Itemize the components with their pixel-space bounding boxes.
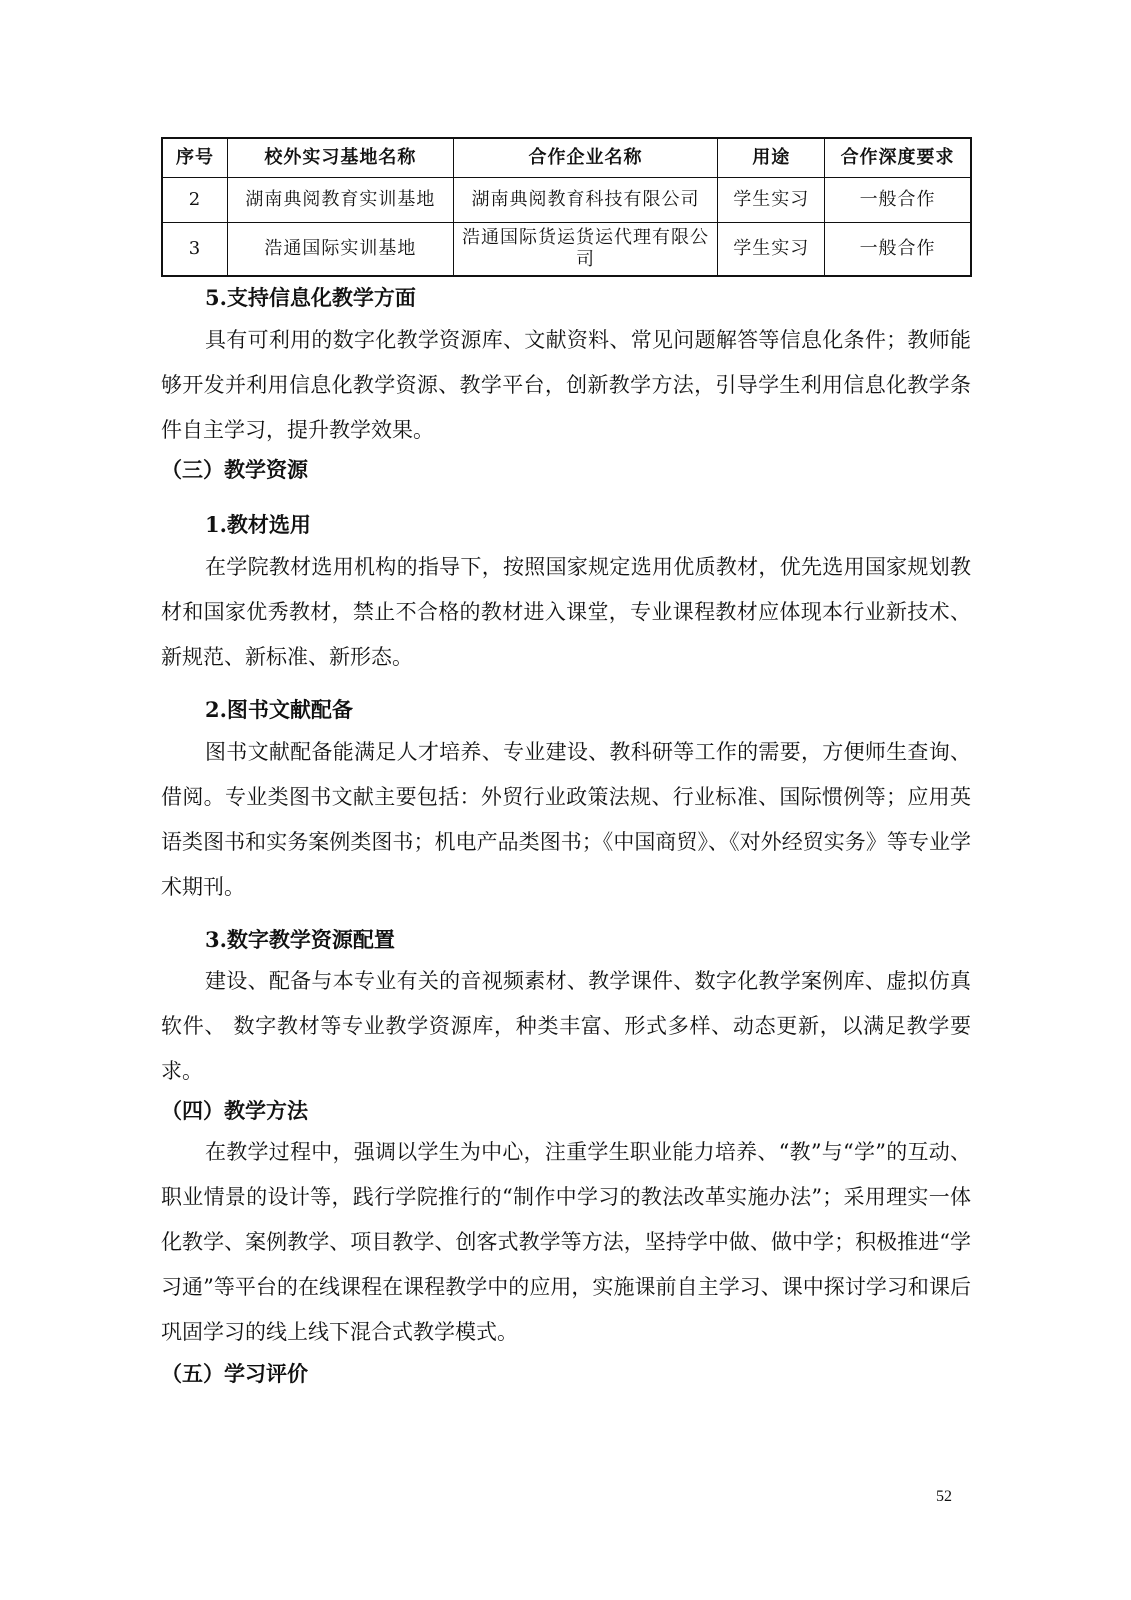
teaching-methods-paragraph: 在教学过程中，强调以学生为中心，注重学生职业能力培养、“教”与“学”的互动、职业情景的设计等，践行学院推行的“制作中学习的教法改革实施办法”；采用理实一体化教学、案例教学、项目教学、创客式教学等方法，坚持学中做、做中学；积极推进“学习通”等平台的在线课程在课程教学中的应用，实施课前自主学习、课中探讨学习和课后巩固学习的线上线下混合式教学模式。 (161, 1140, 971, 1344)
header-use: 用途 (718, 138, 825, 178)
cell-number: 2 (162, 178, 228, 223)
textbook-paragraph: 在学院教材选用机构的指导下，按照国家规定选用优质教材，优先选用国家规划教材和国家优秀教材，禁止不合格的教材进入课堂，专业课程教材应体现本行业新技术、新规范、新标准、新形态。 (161, 555, 971, 669)
cell-company-name: 湖南典阅教育科技有限公司 (453, 178, 718, 223)
digital-resources-paragraph: 建设、配备与本专业有关的音视频素材、教学课件、数字化教学案例库、虚拟仿真软件、 数字教材等专业教学资源库，种类丰富、形式多样、动态更新，以满足教学要求。 (161, 969, 971, 1083)
table-row (162, 178, 971, 223)
library-paragraph: 图书文献配备能满足人才培养、专业建设、教科研等工作的需要，方便师生查询、借阅。专业类图书文献主要包括：外贸行业政策法规、行业标准、国际惯例等；应用英语类图书和实务案例类图书；机电产品类图书；《中国商贸》、《对外经贸实务》等专业学术期刊。 (161, 740, 971, 899)
learning-evaluation-heading: （五）学习评价 (161, 1361, 308, 1386)
digital-resources-heading: 3.数字教学资源配置 (205, 927, 395, 952)
cell-cooperation-depth: 一般合作 (825, 223, 971, 277)
header-base-name: 校外实习基地名称 (228, 138, 454, 178)
cell-number: 3 (162, 223, 228, 277)
cell-cooperation-depth: 一般合作 (825, 178, 971, 223)
cell-use: 学生实习 (718, 223, 825, 277)
internship-base-table (161, 137, 972, 277)
teaching-resources-heading: （三）教学资源 (161, 457, 308, 482)
cell-use: 学生实习 (718, 178, 825, 223)
teaching-methods-heading: （四）教学方法 (161, 1098, 308, 1123)
library-heading: 2.图书文献配备 (205, 697, 353, 722)
table-row (162, 223, 971, 277)
table-header-row (162, 138, 971, 178)
info-teaching-heading: 5.支持信息化教学方面 (205, 285, 416, 310)
cell-base-name: 浩通国际实训基地 (228, 223, 454, 277)
info-teaching-paragraph: 具有可利用的数字化教学资源库、文献资料、常见问题解答等信息化条件；教师能够开发并利用信息化教学资源、教学平台，创新教学方法，引导学生利用信息化教学条件自主学习，提升教学效果。 (161, 328, 971, 442)
page-number: 52 (936, 1488, 952, 1505)
textbook-heading: 1.教材选用 (205, 512, 311, 537)
header-company-name: 合作企业名称 (453, 138, 718, 178)
cell-base-name: 湖南典阅教育实训基地 (228, 178, 454, 223)
cell-company-name: 浩通国际货运货运代理有限公司 (453, 223, 718, 277)
header-cooperation-depth: 合作深度要求 (825, 138, 971, 178)
header-number: 序号 (162, 138, 228, 178)
